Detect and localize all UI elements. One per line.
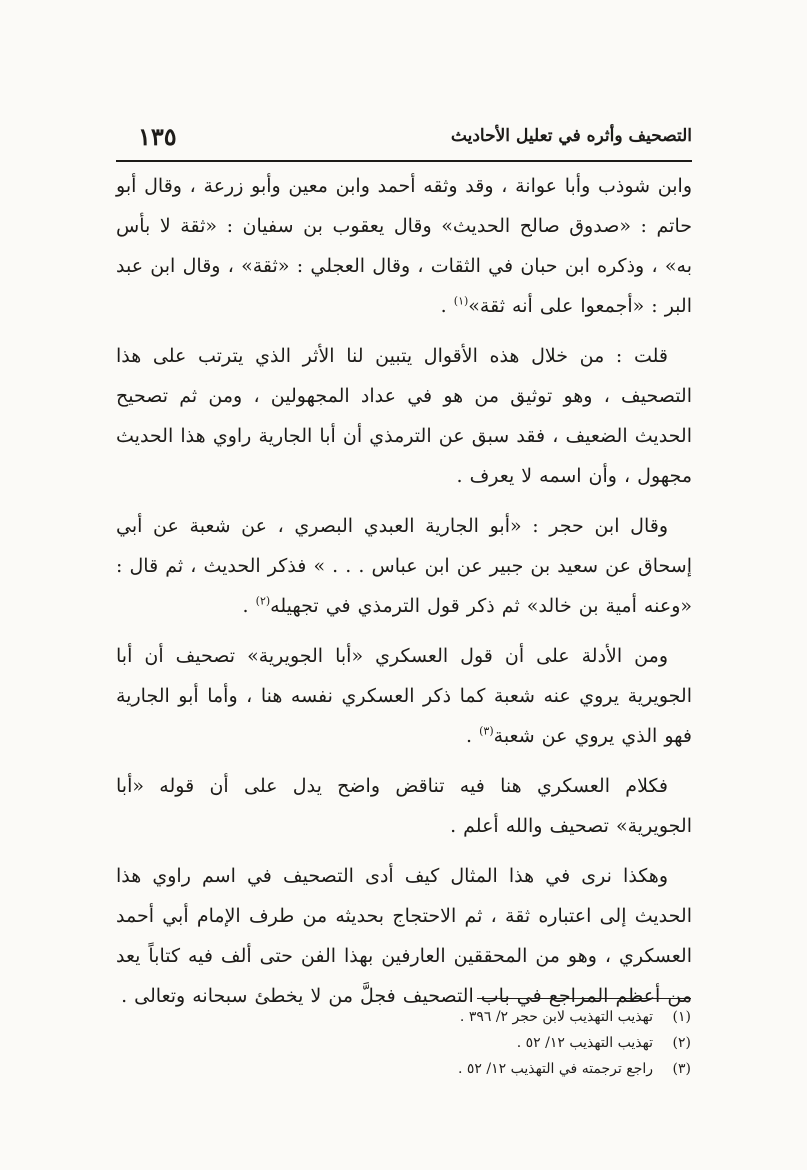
footnote-reference: (٢) — [255, 594, 271, 608]
footnote-text: تهذيب التهذيب لابن حجر ٢/ ٣٩٦ . — [459, 1009, 653, 1025]
paragraph-4 — [116, 636, 692, 756]
paragraph-tail: . — [466, 725, 480, 747]
paragraph-text: قلت : من خلال هذه الأقوال يتبين لنا الأثر الذي يترتب على هذا التصحيف ، وهو توثيق من هو في عداد المجهولين ، ومن ثم تصحيح الحديث الضعيف ، فقد سبق عن الترمذي أن أبا الجارية راوي هذا الحديث مجهول ، وأن اسمه لا يعرف . — [116, 345, 692, 487]
footnote-text: تهذيب التهذيب ١٢/ ٥٢ . — [516, 1035, 653, 1051]
footnote-rule — [477, 998, 691, 999]
paragraph-text: وهكذا نرى في هذا المثال كيف أدى التصحيف في اسم راوي هذا الحديث إلى اعتباره ثقة ، ثم الاحتجاج بحديثه من طرف الإمام أبي أحمد العسكري ، وهو من المحققين العارفين بهذا الفن حتى ألف فيه كتاباً يعد من أعظم المراجع في باب التصحيف فجلَّ من لا يخطئ سبحانه وتعالى . — [116, 865, 692, 1007]
footnote-text: راجع ترجمته في التهذيب ١٢/ ٥٢ . — [457, 1061, 653, 1077]
paragraph-text: وابن شوذب وأبا عوانة ، وقد وثقه أحمد وابن معين وأبو زرعة ، وقال أبو حاتم : «صدوق صالح الحديث» وقال يعقوب بن سفيان : «ثقة لا بأس به» ، وذكره ابن حبان في الثقات ، وقال العجلي : «ثقة» ، وقال ابن عبد البر : «أجمعوا على أنه ثقة» — [116, 175, 692, 317]
body-text — [116, 166, 692, 1026]
footnote-number: (٣) — [672, 1061, 691, 1077]
paragraph-5 — [116, 766, 692, 846]
paragraph-3 — [116, 506, 692, 626]
footnote-reference: (١) — [453, 294, 469, 308]
page-header — [116, 122, 692, 156]
footnote-1 — [115, 1004, 691, 1030]
header-rule — [116, 160, 692, 162]
paragraph-text: ومن الأدلة على أن قول العسكري «أبا الجويرية» تصحيف أن أبا الجويرية يروي عنه شعبة كما ذكر العسكري نفسه هنا ، وأما أبو الجارية فهو الذي يروي عن شعبة — [116, 645, 692, 747]
paragraph-text: وقال ابن حجر : «أبو الجارية العبدي البصري ، عن شعبة عن أبي إسحاق عن سعيد بن جبير عن ابن عباس . . . » فذكر الحديث ، ثم قال : «وعنه أمية بن خالد» ثم ذكر قول الترمذي في تجهيله — [116, 515, 692, 617]
footnote-2 — [115, 1030, 691, 1056]
running-title: التصحيف وأثره في تعليل الأحاديث — [450, 126, 692, 146]
footnote-number: (٢) — [672, 1035, 691, 1051]
paragraph-tail: . — [242, 595, 256, 617]
paragraph-1 — [116, 166, 692, 326]
page-number: ١٣٥ — [138, 122, 177, 151]
footnote-reference: (٣) — [479, 724, 494, 738]
paragraph-tail: . — [440, 295, 454, 317]
paragraph-text: فكلام العسكري هنا فيه تناقض واضح يدل على أن قوله «أبا الجويرية» تصحيف والله أعلم . — [116, 775, 692, 837]
footnote-3 — [115, 1056, 691, 1082]
footnotes — [115, 1004, 691, 1082]
paragraph-2 — [116, 336, 692, 496]
footnote-number: (١) — [672, 1009, 691, 1025]
paragraph-6 — [116, 856, 692, 1016]
